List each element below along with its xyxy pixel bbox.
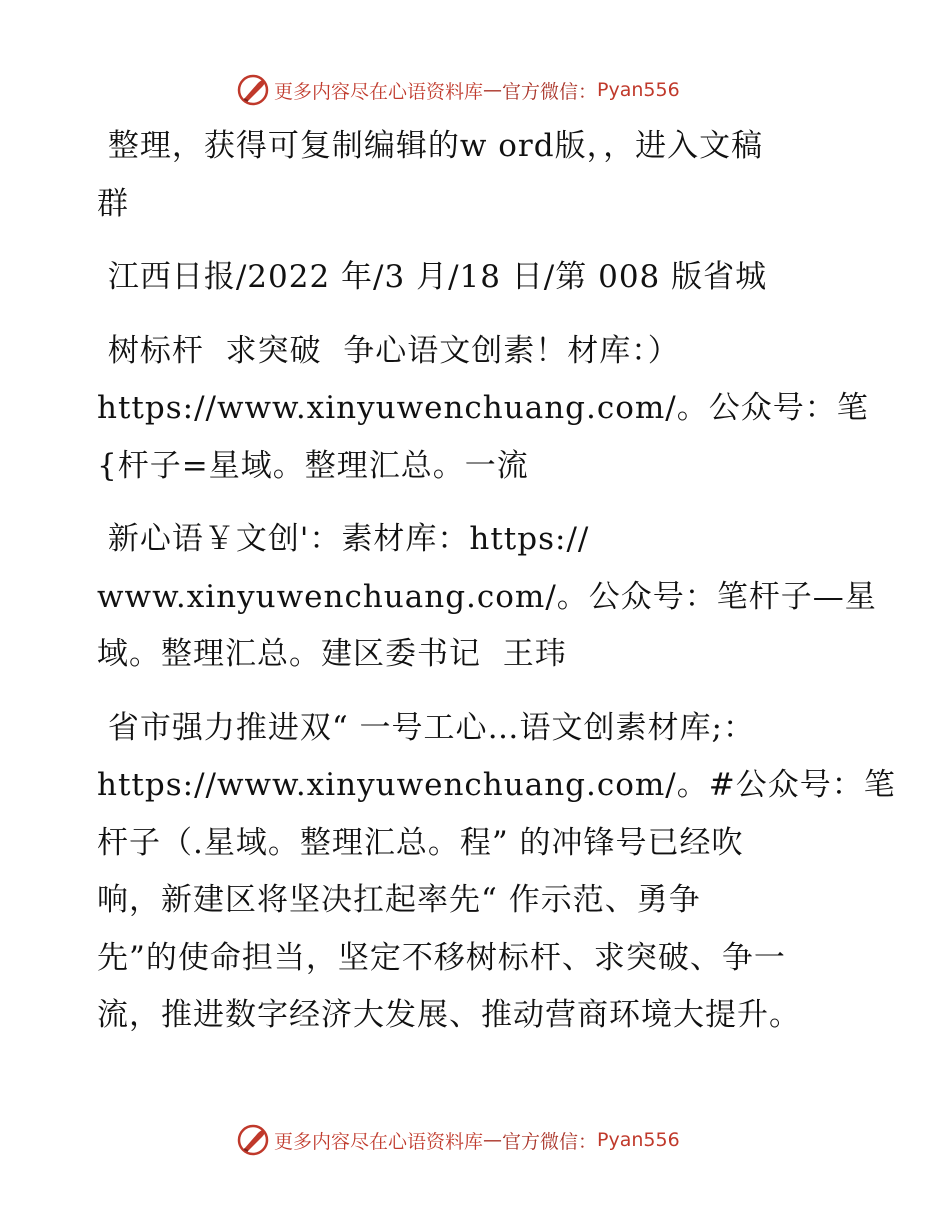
text-line: {杆子=星域。整理汇总。一流 bbox=[97, 447, 529, 484]
paragraph bbox=[97, 118, 857, 233]
header-banner-account: Pyan556 bbox=[597, 79, 680, 101]
paragraph bbox=[97, 511, 877, 684]
text-line: 整理，获得可复制编辑的w ord版，，进入文稿 bbox=[97, 128, 764, 164]
quill-pen-logo-icon bbox=[236, 73, 270, 107]
text-line: 新心语￥文创'：素材库：https:// bbox=[97, 521, 590, 557]
text-line: 流，推进数字经济大发展、推动营商环境大提升。 bbox=[97, 997, 801, 1033]
footer-banner-separator: — bbox=[483, 1129, 503, 1151]
paragraph bbox=[97, 249, 857, 307]
header-banner-text: 更多内容尽在心语资料库 bbox=[274, 80, 484, 103]
header-watermark-banner bbox=[236, 72, 716, 108]
text-line: 响，新建区将坚决扛起率先“ 作示范、勇争 bbox=[97, 882, 701, 918]
quill-pen-logo-icon bbox=[236, 1123, 270, 1157]
footer-watermark-banner bbox=[236, 1122, 716, 1158]
footer-banner-official: 官方微信： bbox=[502, 1130, 598, 1153]
text-line: 杆子（.星域。整理汇总。程” 的冲锋号已经吹 bbox=[97, 824, 744, 861]
text-line: 域。整理汇总。建区委书记 王玮 bbox=[97, 636, 567, 672]
text-line: 先”的使命担当，坚定不移树标杆、求突破、争一 bbox=[97, 939, 786, 976]
text-line: 树标杆 求突破 争心语文创素！材库：） bbox=[97, 332, 680, 369]
footer-banner-account: Pyan556 bbox=[597, 1129, 680, 1151]
text-line: https://www.xinyuwenchuang.com/。公众号：笔 bbox=[97, 390, 869, 426]
footer-banner-text: 更多内容尽在心语资料库 bbox=[274, 1130, 484, 1153]
text-line: 江西日报/2022 年/3 月/18 日/第 008 版省城 bbox=[97, 259, 768, 295]
text-line: https://www.xinyuwenchuang.com/。#公众号：笔 bbox=[97, 767, 896, 803]
text-line: 省市强力推进双“ 一号工心…语文创素材库;： bbox=[97, 709, 755, 746]
paragraph bbox=[97, 700, 896, 1045]
header-banner-separator: — bbox=[483, 79, 503, 101]
paragraph bbox=[97, 323, 869, 496]
text-line: www.xinyuwenchuang.com/。公众号：笔杆子—星 bbox=[97, 578, 877, 615]
document-body bbox=[97, 118, 896, 1045]
text-line: 群 bbox=[97, 185, 129, 222]
header-banner-official: 官方微信： bbox=[502, 80, 598, 103]
